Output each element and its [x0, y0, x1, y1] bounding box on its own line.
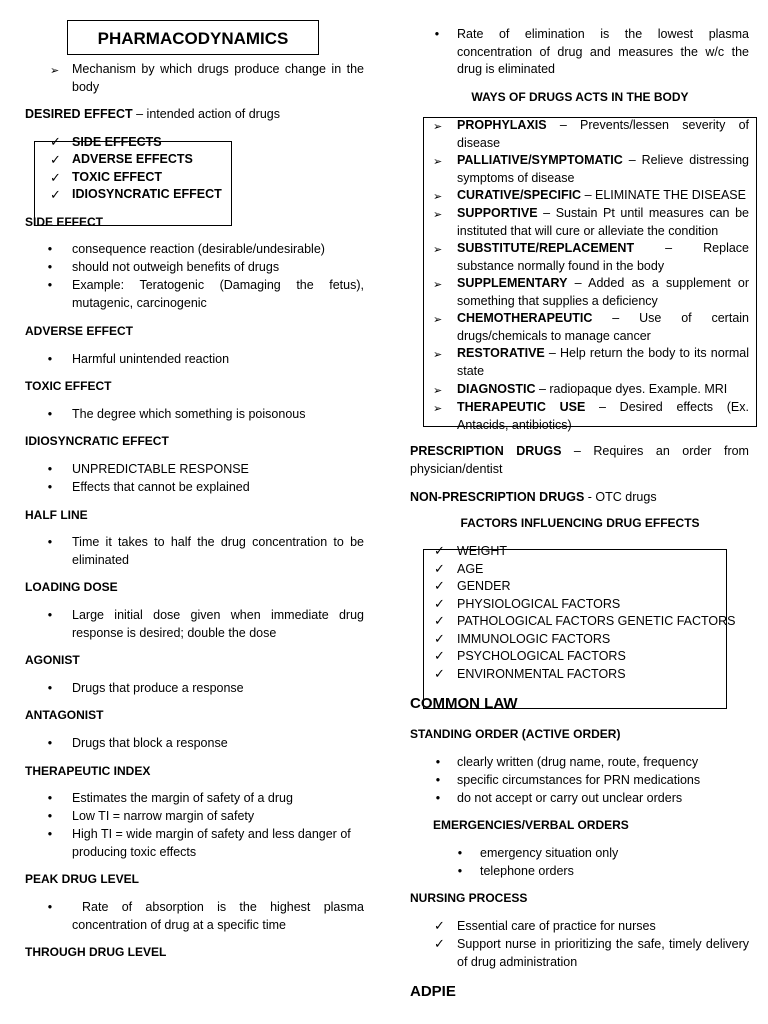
- list-item: Support nurse in prioritizing the safe, timely delivery of drug administration: [457, 937, 749, 969]
- elimination-text: Rate of elimination is the lowest plasma concentration of drug and measures the w/c the drug is eliminated: [457, 27, 749, 76]
- list-item: should not outweigh benefits of drugs: [72, 260, 280, 274]
- arrow-bullet-icon: ➢: [433, 121, 443, 133]
- list-item: Harmful unintended reaction: [72, 352, 230, 366]
- agonist-heading: AGONIST: [25, 653, 80, 667]
- list-item: emergency situation only: [480, 846, 619, 860]
- ways-item: PALLIATIVE/SYMPTOMATIC – Relieve distressing symptoms of disease: [457, 153, 749, 185]
- bullet-icon: •: [434, 27, 440, 41]
- therapeutic-index-heading: THERAPEUTIC INDEX: [25, 764, 151, 778]
- effects-item: TOXIC EFFECT: [72, 170, 163, 184]
- arrow-bullet-icon: ➢: [433, 385, 443, 397]
- bullet-icon: •: [47, 278, 53, 292]
- check-icon: ✓: [50, 152, 61, 167]
- half-line-heading: HALF LINE: [25, 508, 88, 522]
- factors-heading: FACTORS INFLUENCING DRUG EFFECTS: [460, 516, 700, 530]
- arrow-bullet-icon: ➢: [433, 279, 443, 291]
- through-drug-level-heading: THROUGH DRUG LEVEL: [25, 945, 167, 959]
- check-icon: ✓: [50, 134, 61, 149]
- check-icon: ✓: [434, 561, 445, 576]
- bullet-icon: •: [47, 809, 53, 823]
- bullet-icon: •: [47, 407, 53, 421]
- bullet-icon: •: [457, 864, 463, 878]
- bullet-icon: •: [47, 608, 53, 622]
- bullet-icon: •: [47, 260, 53, 274]
- check-icon: ✓: [434, 578, 445, 593]
- bullet-icon: •: [47, 462, 53, 476]
- effects-item: SIDE EFFECTS: [72, 135, 162, 149]
- ways-item: THERAPEUTIC USE – Desired effects (Ex. Antacids, antibiotics): [457, 400, 749, 432]
- prescription-drugs-text: PRESCRIPTION DRUGS – Requires an order from physician/dentist: [410, 444, 749, 476]
- factor-item: AGE: [457, 562, 484, 576]
- ways-item: RESTORATIVE – Help return the body to its normal state: [457, 346, 749, 378]
- ways-item: SUPPLEMENTARY – Added as a supplement or something that supplies a deficiency: [457, 276, 749, 308]
- list-item: Time it takes to half the drug concentration to be eliminated: [72, 535, 364, 567]
- effects-item: IDIOSYNCRATIC EFFECT: [72, 187, 222, 201]
- loading-dose-heading: LOADING DOSE: [25, 580, 118, 594]
- factor-item: PSYCHOLOGICAL FACTORS: [457, 649, 626, 663]
- bullet-icon: •: [47, 242, 53, 256]
- standing-order-heading: STANDING ORDER (ACTIVE ORDER): [410, 727, 621, 741]
- ways-item: SUPPORTIVE – Sustain Pt until measures can be instituted that will cure or alleviate the condition: [457, 206, 749, 238]
- bullet-icon: •: [47, 352, 53, 366]
- list-item: Low TI = narrow margin of safety: [72, 809, 255, 823]
- arrow-bullet-icon: ➢: [433, 403, 443, 415]
- adverse-effect-heading: ADVERSE EFFECT: [25, 324, 134, 338]
- ways-item: CURATIVE/SPECIFIC – ELIMINATE THE DISEASE: [457, 188, 746, 202]
- common-law-heading: COMMON LAW: [410, 695, 518, 712]
- check-icon: ✓: [50, 170, 61, 185]
- bullet-icon: •: [47, 681, 53, 695]
- check-icon: ✓: [434, 543, 445, 558]
- arrow-bullet-icon: ➢: [433, 191, 443, 203]
- arrow-bullet-icon: ➢: [433, 314, 443, 326]
- bullet-icon: •: [47, 480, 53, 494]
- bullet-icon: •: [47, 535, 53, 549]
- bullet-icon: •: [435, 755, 441, 769]
- check-icon: ✓: [434, 918, 445, 933]
- list-item: Rate of absorption is the highest plasma concentration of drug at a specific time: [72, 900, 364, 932]
- arrow-bullet-icon: ➢: [433, 244, 443, 256]
- bullet-icon: •: [435, 791, 441, 805]
- peak-drug-level-heading: PEAK DRUG LEVEL: [25, 872, 140, 886]
- bullet-icon: •: [47, 736, 53, 750]
- check-icon: ✓: [434, 936, 445, 951]
- arrow-bullet-icon: ➢: [50, 65, 60, 77]
- list-item: telephone orders: [480, 864, 574, 878]
- list-item: do not accept or carry out unclear orders: [457, 791, 683, 805]
- page-title: PHARMACODYNAMICS: [67, 20, 319, 55]
- toxic-effect-heading: TOXIC EFFECT: [25, 379, 112, 393]
- ways-item: DIAGNOSTIC – radiopaque dyes. Example. MRI: [457, 382, 728, 396]
- list-item: clearly written (drug name, route, frequency: [457, 755, 699, 769]
- ways-item: CHEMOTHERAPEUTIC – Use of certain drugs/chemicals to manage cancer: [457, 311, 749, 343]
- list-item: Effects that cannot be explained: [72, 480, 250, 494]
- list-item: High TI = wide margin of safety and less danger of producing toxic effects: [72, 827, 351, 859]
- desired-effect-text: – intended action of drugs: [132, 107, 280, 121]
- side-effect-heading: SIDE EFFECT: [25, 215, 104, 229]
- nonprescription-drugs-text: NON-PRESCRIPTION DRUGS - OTC drugs: [410, 490, 657, 504]
- bullet-icon: •: [457, 846, 463, 860]
- check-icon: ✓: [50, 187, 61, 202]
- list-item: Drugs that produce a response: [72, 681, 244, 695]
- bullet-icon: •: [435, 773, 441, 787]
- ways-item: PROPHYLAXIS – Prevents/lessen severity of disease: [457, 118, 749, 150]
- factor-item: WEIGHT: [457, 544, 507, 558]
- check-icon: ✓: [434, 631, 445, 646]
- check-icon: ✓: [434, 596, 445, 611]
- check-icon: ✓: [434, 666, 445, 681]
- list-item: Drugs that block a response: [72, 736, 228, 750]
- list-item: consequence reaction (desirable/undesirable): [72, 242, 325, 256]
- adpie-heading: ADPIE: [410, 983, 456, 1000]
- list-item: Example: Teratogenic (Damaging the fetus), mutagenic, carcinogenic: [72, 278, 364, 310]
- factor-item: PATHOLOGICAL FACTORS GENETIC FACTORS: [457, 614, 736, 628]
- arrow-bullet-icon: ➢: [433, 349, 443, 361]
- idiosyncratic-effect-heading: IDIOSYNCRATIC EFFECT: [25, 434, 169, 448]
- factor-item: IMMUNOLOGIC FACTORS: [457, 632, 611, 646]
- antagonist-heading: ANTAGONIST: [25, 708, 104, 722]
- mechanism-text: Mechanism by which drugs produce change in the body: [72, 62, 364, 94]
- check-icon: ✓: [434, 613, 445, 628]
- ways-item: SUBSTITUTE/REPLACEMENT – Replace substance normally found in the body: [457, 241, 749, 273]
- effects-item: ADVERSE EFFECTS: [72, 152, 193, 166]
- list-item: UNPREDICTABLE RESPONSE: [72, 462, 249, 476]
- factor-item: ENVIRONMENTAL FACTORS: [457, 667, 626, 681]
- emergencies-heading: EMERGENCIES/VERBAL ORDERS: [433, 818, 629, 832]
- list-item: Large initial dose given when immediate drug response is desired; double the dose: [72, 608, 364, 640]
- factor-item: GENDER: [457, 579, 511, 593]
- nursing-process-heading: NURSING PROCESS: [410, 891, 528, 905]
- bullet-icon: •: [47, 791, 53, 805]
- arrow-bullet-icon: ➢: [433, 209, 443, 221]
- bullet-icon: •: [47, 827, 53, 841]
- factor-item: PHYSIOLOGICAL FACTORS: [457, 597, 621, 611]
- desired-effect-line: [25, 106, 280, 124]
- bullet-icon: •: [47, 900, 53, 914]
- desired-effect-label: DESIRED EFFECT: [25, 107, 133, 121]
- list-item: Essential care of practice for nurses: [457, 919, 656, 933]
- list-item: The degree which something is poisonous: [72, 407, 306, 421]
- check-icon: ✓: [434, 648, 445, 663]
- list-item: specific circumstances for PRN medications: [457, 773, 701, 787]
- list-item: Estimates the margin of safety of a drug: [72, 791, 293, 805]
- ways-heading: WAYS OF DRUGS ACTS IN THE BODY: [471, 90, 689, 104]
- arrow-bullet-icon: ➢: [433, 156, 443, 168]
